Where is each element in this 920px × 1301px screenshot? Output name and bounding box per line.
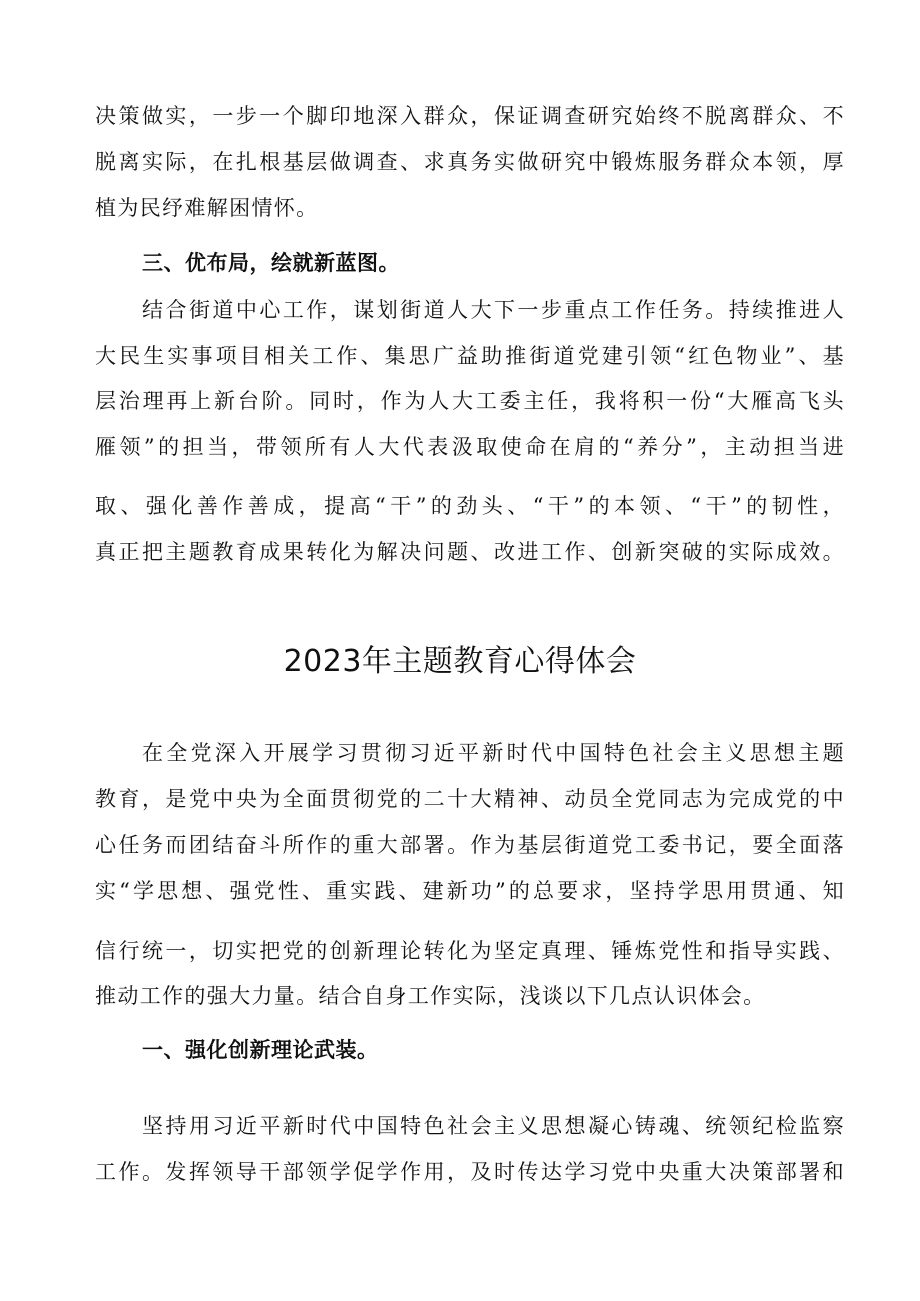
paragraph-line: 坚持用习近平新时代中国特色社会主义思想凝心铸魂、统领纪检监察 bbox=[142, 1114, 845, 1138]
paragraph-line: 雁领”的担当，带领所有人大代表汲取使命在肩的“养分”，主动担当进 bbox=[95, 435, 845, 459]
section-heading: 一、强化创新理论武装。 bbox=[142, 1038, 379, 1062]
paragraph-line: 结合街道中心工作，谋划街道人大下一步重点工作任务。持续推进人 bbox=[142, 298, 845, 322]
paragraph-line: 大民生实事项目相关工作、集思广益助推街道党建引领“红色物业”、基 bbox=[95, 344, 845, 368]
paragraph-line: 推动工作的强大力量。结合自身工作实际，浅谈以下几点认识体会。 bbox=[95, 984, 766, 1008]
paragraph-line: 心任务而团结奋斗所作的重大部署。作为基层街道党工委书记，要全面落 bbox=[95, 833, 845, 857]
paragraph-line: 在全党深入开展学习贯彻习近平新时代中国特色社会主义思想主题 bbox=[142, 741, 845, 765]
paragraph-line: 实“学思想、强党性、重实践、建新功”的总要求，坚持学思用贯通、知 bbox=[95, 879, 845, 903]
paragraph-line: 信行统一，切实把党的创新理论转化为坚定真理、锤炼党性和指导实践、 bbox=[95, 939, 845, 963]
paragraph-line: 植为民纾难解困情怀。 bbox=[95, 196, 319, 220]
paragraph-line: 脱离实际，在扎根基层做调查、求真务实做研究中锻炼服务群众本领，厚 bbox=[95, 150, 845, 174]
paragraph-line: 层治理再上新台阶。同时，作为人大工委主任，我将积一份“大雁高飞头 bbox=[95, 389, 845, 413]
paragraph-line: 工作。发挥领导干部领学促学作用，及时传达学习党中央重大决策部署和 bbox=[95, 1160, 845, 1184]
paragraph-line: 真正把主题教育成果转化为解决问题、改进工作、创新突破的实际成效。 bbox=[95, 540, 845, 564]
paragraph-line: 教育，是党中央为全面贯彻党的二十大精神、动员全党同志为完成党的中 bbox=[95, 787, 845, 811]
paragraph-line: 决策做实，一步一个脚印地深入群众，保证调查研究始终不脱离群众、不 bbox=[95, 104, 845, 128]
section-heading: 三、优布局，绘就新蓝图。 bbox=[142, 251, 400, 275]
paragraph-line: 取、强化善作善成，提高“干”的劲头、“干”的本领、“干”的韧性， bbox=[95, 494, 845, 518]
document-title: 2023年主题教育心得体会 bbox=[283, 644, 637, 679]
